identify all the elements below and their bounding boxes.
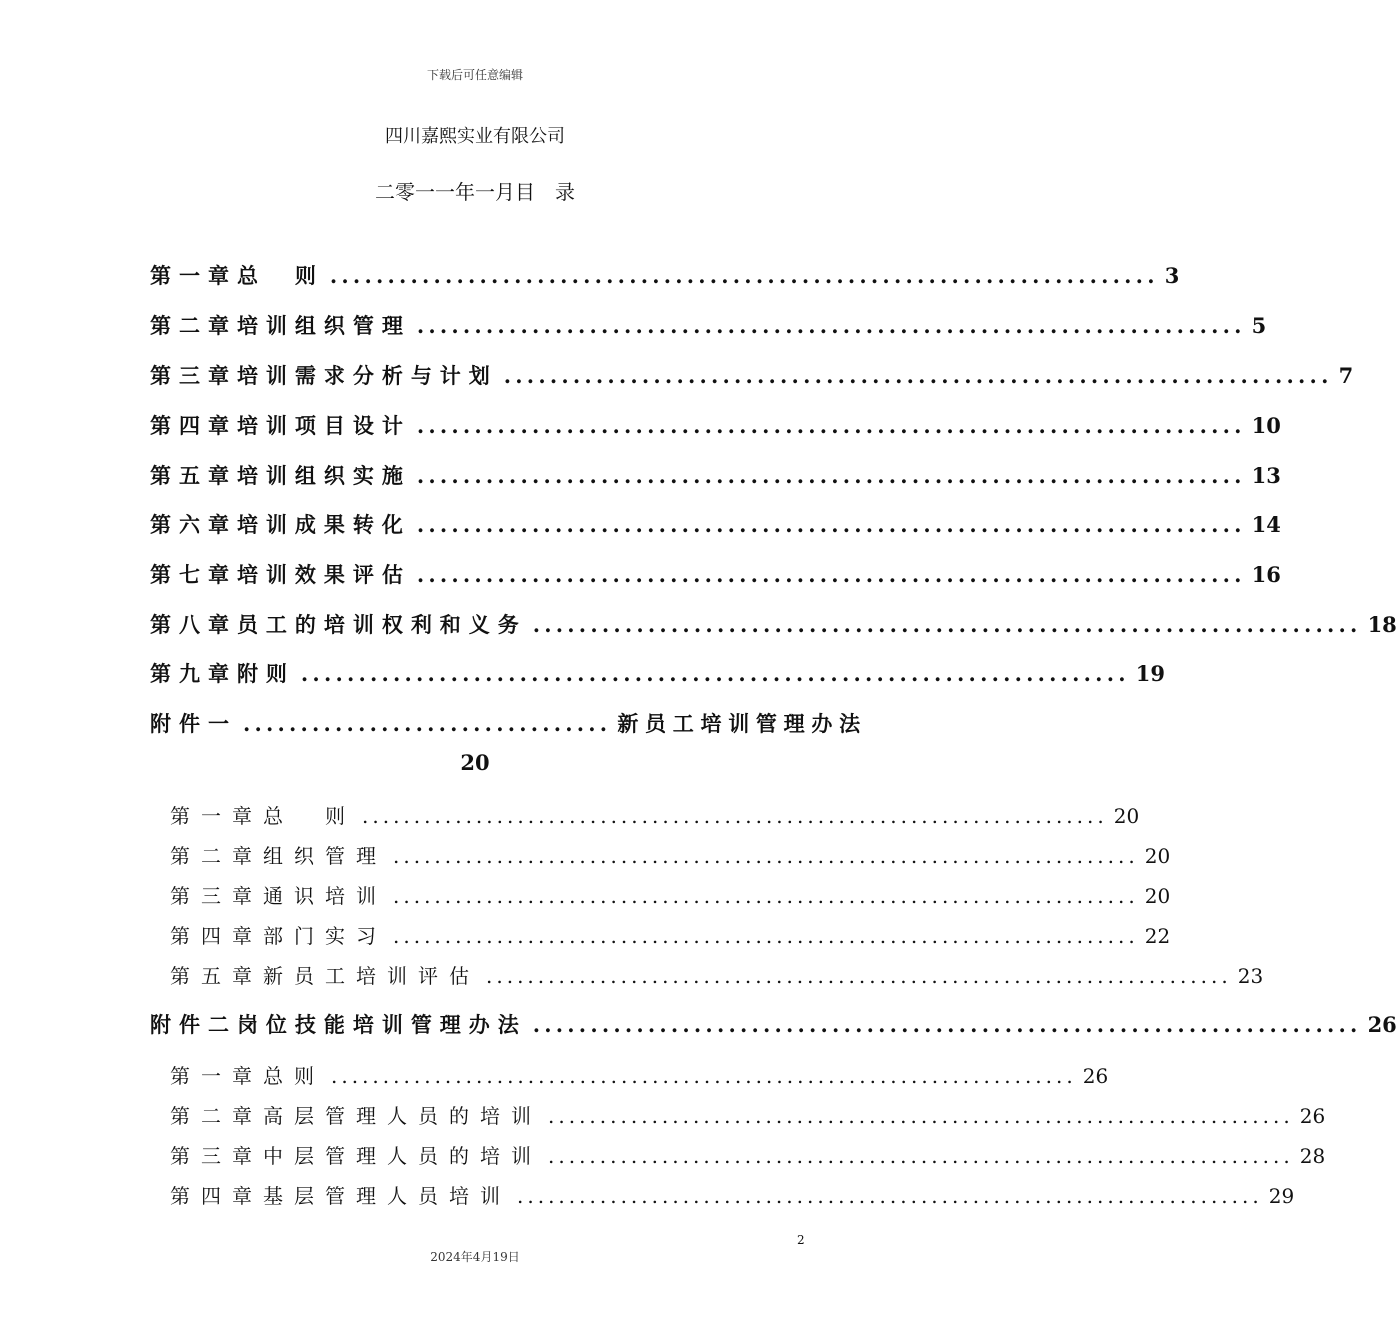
toc-title: 高层管理人员的培训 [263, 1104, 542, 1128]
page-header-note: 下载后可任意编辑 [426, 68, 523, 82]
toc-title: 通识培训 [263, 884, 387, 908]
toc-entry[interactable] [150, 410, 1281, 440]
toc-leader: ........................................................................ [416, 562, 1246, 587]
toc-subentry[interactable] [170, 1100, 1326, 1129]
toc-chapter: 第四章 [150, 413, 237, 438]
toc-subentry[interactable] [170, 1140, 1326, 1169]
toc-chapter: 第一章 [150, 263, 237, 288]
toc-page: 22 [1144, 924, 1171, 948]
toc-page: 29 [1268, 1184, 1295, 1208]
toc-leader: ........................................................................ [416, 463, 1246, 488]
toc-leader: ........................................................................ [503, 363, 1333, 388]
toc-subentry[interactable] [170, 800, 1140, 829]
toc-title: 中层管理人员的培训 [263, 1144, 542, 1168]
appendix1-title: 新员工培训管理办法 [617, 711, 867, 736]
toc-chapter: 第三章 [170, 884, 263, 908]
page-number: 2 [797, 1233, 805, 1247]
toc-subentry[interactable] [170, 880, 1171, 909]
toc-page: 5 [1251, 313, 1267, 338]
toc-entry[interactable] [150, 509, 1281, 539]
toc-title: 总 则 [263, 804, 356, 828]
toc-leader: ........................................................................ [548, 1144, 1294, 1168]
toc-entry[interactable] [150, 460, 1281, 490]
toc-title: 培训组织实施 [236, 463, 411, 488]
toc-page: 23 [1237, 964, 1264, 988]
appendix1-entry[interactable] [150, 708, 867, 738]
toc-title: 附则 [236, 661, 295, 686]
toc-leader: ........................................................................ [393, 884, 1139, 908]
toc-chapter: 第八章 [150, 612, 237, 637]
toc-chapter: 第四章 [170, 924, 263, 948]
toc-page: 26 [1367, 1012, 1397, 1037]
toc-title: 培训项目设计 [236, 413, 411, 438]
toc-entry[interactable] [150, 360, 1354, 390]
appendix2-entry[interactable] [150, 1009, 1397, 1039]
toc-chapter: 第五章 [150, 463, 237, 488]
toc-entry[interactable] [150, 260, 1180, 290]
toc-leader: ........................................................................ [416, 413, 1246, 438]
toc-chapter: 第六章 [150, 512, 237, 537]
toc-chapter: 第七章 [150, 562, 237, 587]
toc-subentry[interactable] [170, 960, 1264, 989]
toc-leader: ........................................................................ [548, 1104, 1294, 1128]
toc-leader: ................................ [242, 711, 612, 736]
toc-title: 员工的培训权利和义务 [236, 612, 527, 637]
toc-page: 20 [1113, 804, 1140, 828]
toc-chapter: 第九章 [150, 661, 237, 686]
toc-title: 培训需求分析与计划 [236, 363, 498, 388]
toc-title: 培训组织管理 [236, 313, 411, 338]
toc-leader: ........................................................................ [393, 924, 1139, 948]
toc-page: 7 [1338, 363, 1354, 388]
toc-page: 3 [1164, 263, 1180, 288]
company-name: 四川嘉熙实业有限公司 [385, 126, 565, 147]
toc-title: 基层管理人员培训 [263, 1184, 511, 1208]
toc-chapter: 第三章 [170, 1144, 263, 1168]
toc-title: 组织管理 [263, 844, 387, 868]
toc-page: 10 [1251, 413, 1281, 438]
toc-leader: ........................................................................ [416, 313, 1246, 338]
toc-leader: ........................................................................ [416, 512, 1246, 537]
appendix2-label: 附件二 [150, 1012, 237, 1037]
toc-subentry[interactable] [170, 840, 1171, 869]
toc-title: 部门实习 [263, 924, 387, 948]
toc-leader: ........................................................................ [331, 1064, 1077, 1088]
toc-leader: ........................................................................ [532, 612, 1362, 637]
toc-title: 培训成果转化 [236, 512, 411, 537]
toc-page: 13 [1251, 463, 1281, 488]
page-title: 二零一一年一月目 录 [375, 180, 575, 204]
footer-date: 2024年4月19日 [430, 1250, 520, 1264]
toc-page: 14 [1251, 512, 1281, 537]
toc-chapter: 第一章 [170, 804, 263, 828]
toc-entry[interactable] [150, 658, 1165, 688]
toc-chapter: 第三章 [150, 363, 237, 388]
toc-page: 28 [1299, 1144, 1326, 1168]
toc-entry[interactable] [150, 310, 1267, 340]
toc-chapter: 第四章 [170, 1184, 263, 1208]
toc-leader: ........................................................................ [486, 964, 1232, 988]
toc-page: 26 [1299, 1104, 1326, 1128]
toc-title: 培训效果评估 [236, 562, 411, 587]
toc-title: 总则 [263, 1064, 325, 1088]
toc-leader: ........................................................................ [517, 1184, 1263, 1208]
toc-leader: ........................................................................ [300, 661, 1130, 686]
toc-entry[interactable] [150, 609, 1397, 639]
toc-page: 19 [1135, 661, 1165, 686]
toc-page: 20 [1144, 844, 1171, 868]
toc-subentry[interactable] [170, 1180, 1295, 1209]
toc-title: 总 则 [236, 263, 324, 288]
toc-chapter: 第二章 [150, 313, 237, 338]
toc-subentry[interactable] [170, 1060, 1109, 1089]
toc-page: 26 [1082, 1064, 1109, 1088]
appendix1-page: 20 [460, 750, 490, 775]
toc-chapter: 第二章 [170, 1104, 263, 1128]
toc-page: 20 [1144, 884, 1171, 908]
toc-leader: ........................................................................ [362, 804, 1108, 828]
toc-leader: ........................................................................ [393, 844, 1139, 868]
toc-entry[interactable] [150, 559, 1281, 589]
toc-page: 18 [1367, 612, 1397, 637]
toc-subentry[interactable] [170, 920, 1171, 949]
toc-chapter: 第五章 [170, 964, 263, 988]
toc-page: 16 [1251, 562, 1281, 587]
toc-chapter: 第一章 [170, 1064, 263, 1088]
toc-leader: ........................................................................ [329, 263, 1159, 288]
toc-chapter: 第二章 [170, 844, 263, 868]
appendix1-label: 附件一 [150, 711, 237, 736]
toc-leader: ........................................................................ [532, 1012, 1362, 1037]
appendix2-title: 岗位技能培训管理办法 [236, 1012, 527, 1037]
toc-title: 新员工培训评估 [263, 964, 480, 988]
